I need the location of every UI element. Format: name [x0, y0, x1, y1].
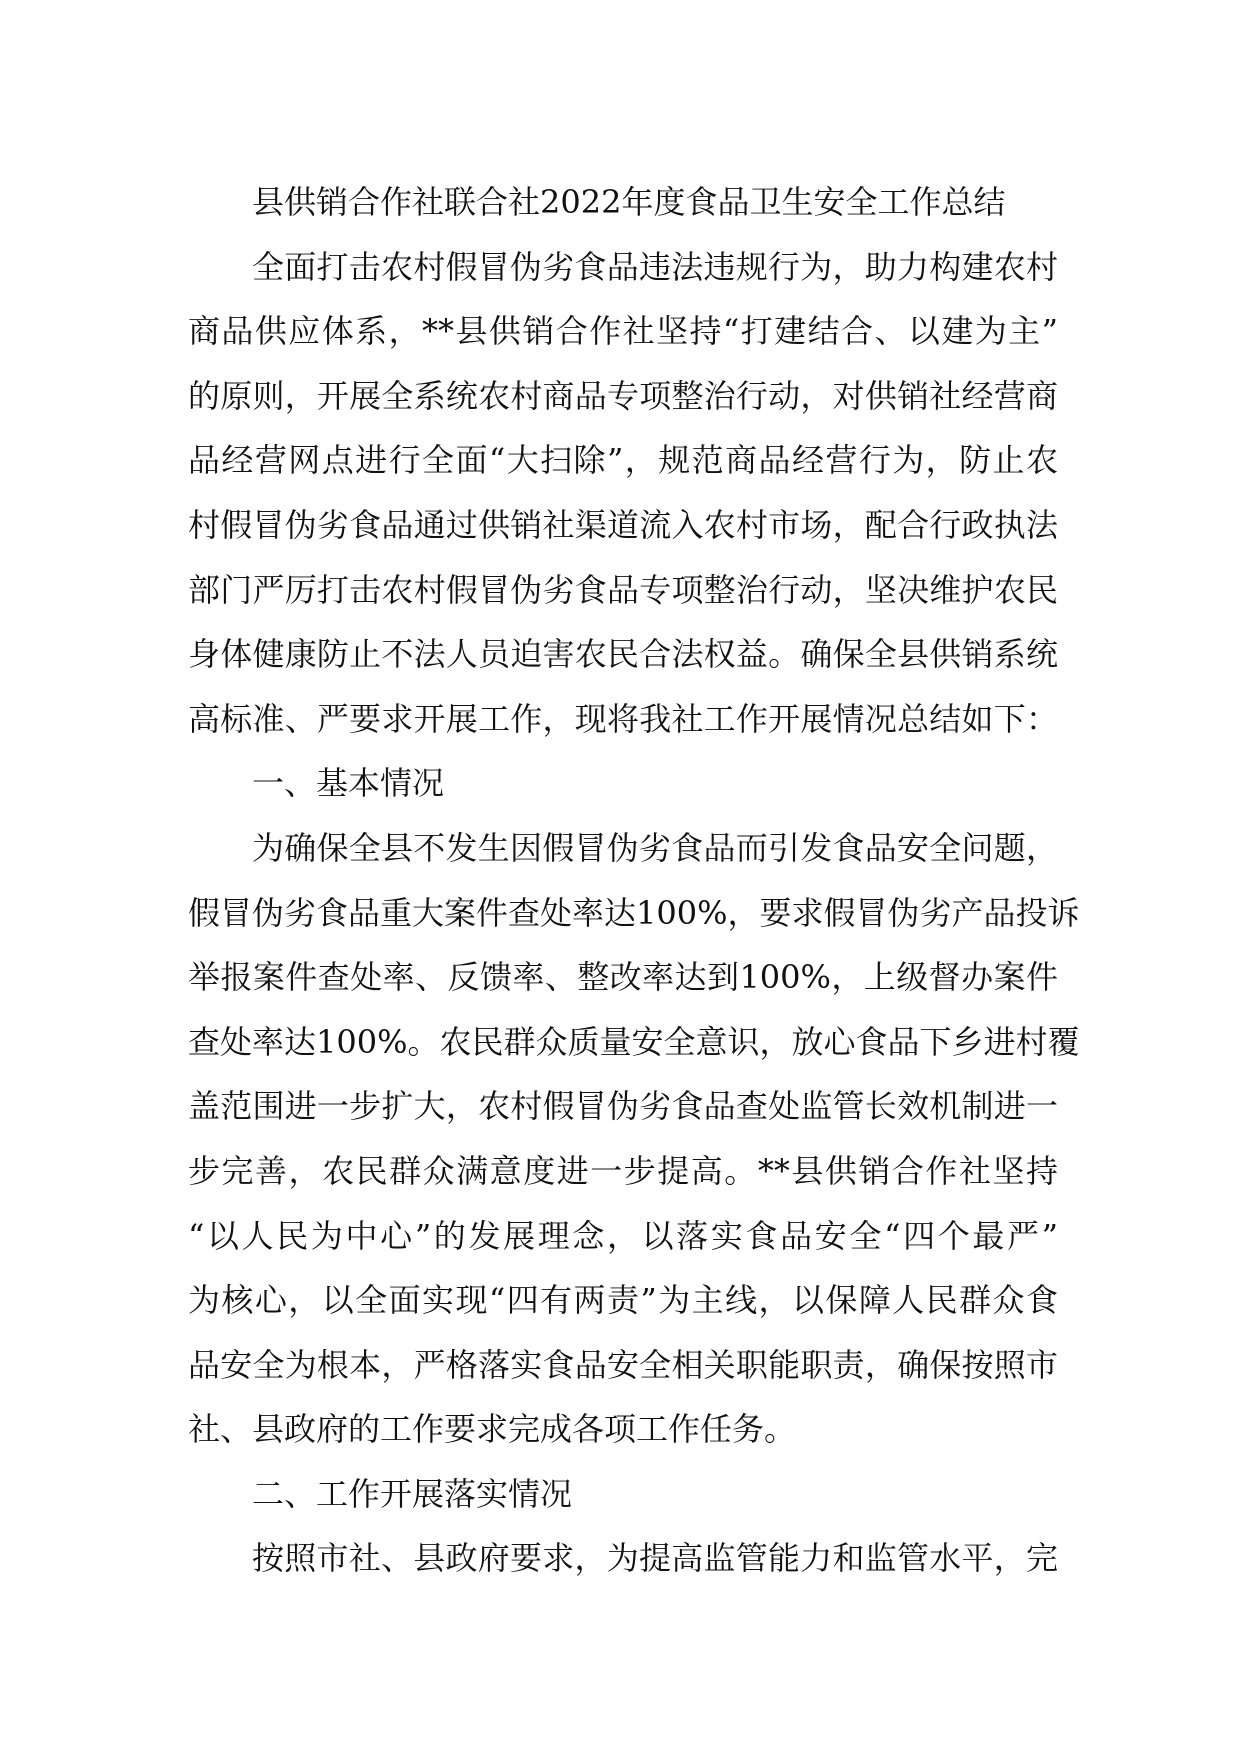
document-title: 县供销合作社联合社2022年度食品卫生安全工作总结 — [252, 183, 1006, 221]
text-line: 品安全为根本，严格落实食品安全相关职能职责，确保按照市 — [188, 1345, 1058, 1384]
text-line: 高标准、严要求开展工作，现将我社工作开展情况总结如下： — [188, 699, 1058, 738]
text-line: “以人民为中心”的发展理念，以落实食品安全“四个最严” — [188, 1216, 1058, 1255]
section-heading: 一、基本情况 — [252, 764, 445, 803]
section-heading-basic — [188, 751, 1058, 816]
text-line: 社、县政府的工作要求完成各项工作任务。 — [188, 1410, 797, 1449]
text-line: 为核心，以全面实现“四有两责”为主线，以保障人民群众食 — [188, 1281, 1058, 1320]
section-heading-work — [188, 1462, 1058, 1527]
text-line: 商品供应体系，**县供销合作社坚持“打建结合、以建为主” — [188, 312, 1058, 351]
text-line: 查处率达100%。农民群众质量安全意识，放心食品下乡进村覆 — [188, 1022, 1080, 1061]
text-line: 举报案件查处率、反馈率、整改率达到100%，上级督办案件 — [188, 958, 1058, 997]
text-line: 全面打击农村假冒伪劣食品违法违规行为，助力构建农村 — [252, 247, 1058, 286]
text-line: 假冒伪劣食品重大案件查处率达100%，要求假冒伪劣产品投诉 — [188, 893, 1080, 932]
text-line: 按照市社、县政府要求，为提高监管能力和监管水平，完 — [252, 1539, 1058, 1578]
text-line: 部门严厉打击农村假冒伪劣食品专项整治行动，坚决维护农民 — [188, 570, 1058, 609]
document-page — [188, 170, 1080, 1591]
text-line: 步完善，农民群众满意度进一步提高。**县供销合作社坚持 — [188, 1151, 1058, 1190]
text-line: 为确保全县不发生因假冒伪劣食品而引发食品安全问题， — [252, 828, 1058, 867]
text-line: 身体健康防止不法人员迫害农民合法权益。确保全县供销系统 — [188, 635, 1058, 674]
text-line: 盖范围进一步扩大，农村假冒伪劣食品查处监管长效机制进一 — [188, 1087, 1058, 1126]
paragraph-intro — [188, 235, 1058, 752]
paragraph-work — [188, 1526, 1058, 1591]
section-heading: 二、工作开展落实情况 — [252, 1474, 573, 1513]
text-line: 品经营网点进行全面“大扫除”，规范商品经营行为，防止农 — [188, 441, 1058, 480]
text-line: 村假冒伪劣食品通过供销社渠道流入农村市场，配合行政执法 — [188, 505, 1058, 544]
paragraph-basic — [188, 816, 1080, 1462]
text-line: 的原则，开展全系统农村商品专项整治行动，对供销社经营商 — [188, 376, 1058, 415]
